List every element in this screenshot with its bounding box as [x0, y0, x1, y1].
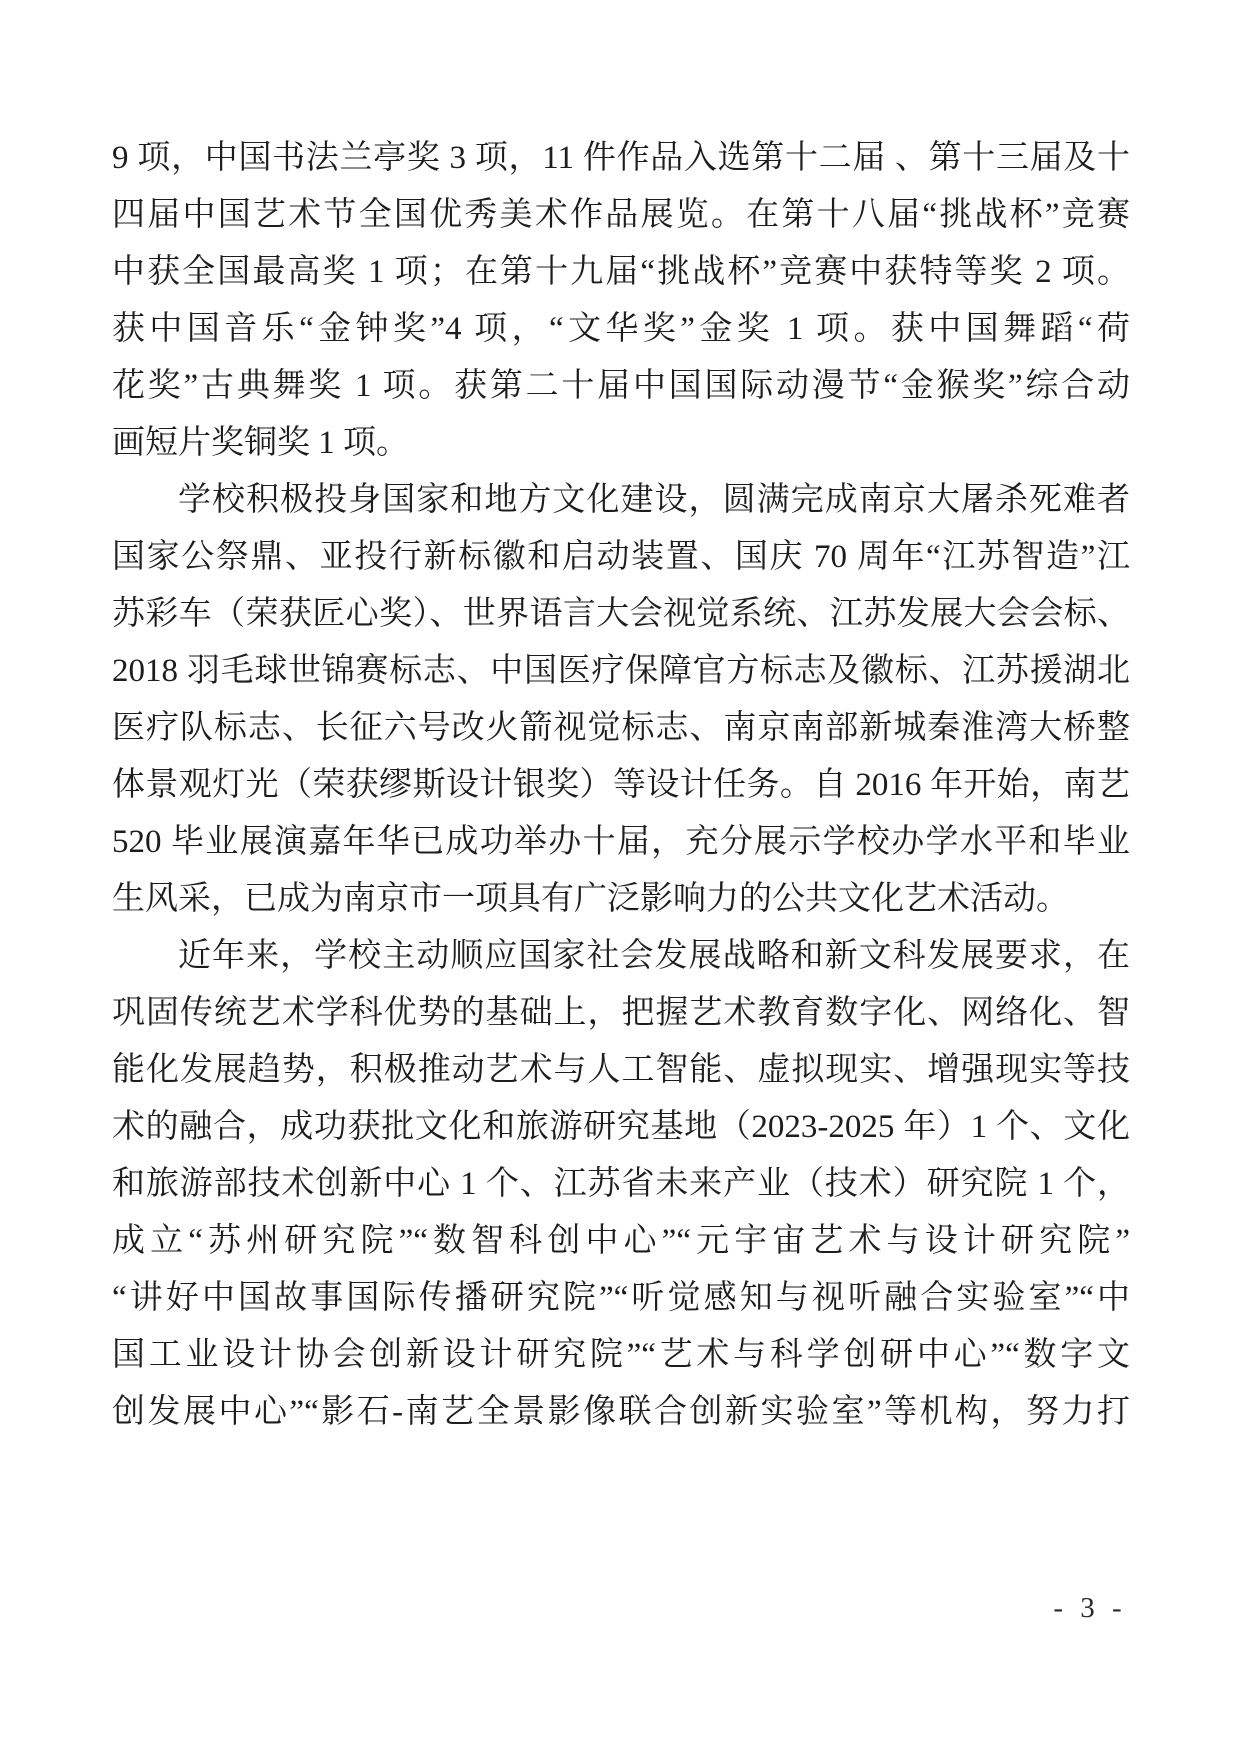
- text-line: “讲好中国故事国际传播研究院”“听觉感知与视听融合实验室”“中: [112, 1280, 1130, 1316]
- text-line: 获中国音乐“金钟奖”4 项，“文华奖”金奖 1 项。获中国舞蹈“荷: [112, 311, 1130, 347]
- text-line: 花奖”古典舞奖 1 项。获第二十届中国国际动漫节“金猴奖”综合动: [112, 368, 1130, 404]
- text-line: 中获全国最高奖 1 项；在第十九届“挑战杯”竞赛中获特等奖 2 项。: [112, 254, 1130, 290]
- text-line: 体景观灯光（荣获缪斯设计银奖）等设计任务。自 2016 年开始，南艺: [112, 767, 1130, 803]
- paragraph: [112, 130, 1130, 472]
- text-line: 创发展中心”“影石-南艺全景影像联合创新实验室”等机构，努力打: [112, 1394, 1130, 1430]
- paragraph: [112, 472, 1130, 928]
- text-block: [112, 130, 1130, 1441]
- page-number: - 3 -: [1053, 1592, 1127, 1624]
- text-line: 医疗队标志、长征六号改火箭视觉标志、南京南部新城秦淮湾大桥整: [112, 710, 1130, 746]
- text-line: 520 毕业展演嘉年华已成功举办十届，充分展示学校办学水平和毕业: [112, 824, 1130, 860]
- text-line: 2018 羽毛球世锦赛标志、中国医疗保障官方标志及徽标、江苏援湖北: [112, 653, 1130, 689]
- text-line: 画短片奖铜奖 1 项。: [112, 425, 409, 461]
- text-line: 四届中国艺术节全国优秀美术作品展览。在第十八届“挑战杯”竞赛: [112, 197, 1130, 233]
- text-line: 生风采，已成为南京市一项具有广泛影响力的公共文化艺术活动。: [112, 881, 1069, 917]
- text-line: 能化发展趋势，积极推动艺术与人工智能、虚拟现实、增强现实等技: [112, 1052, 1130, 1088]
- text-line: 9 项，中国书法兰亭奖 3 项，11 件作品入选第十二届 、第十三届及十: [112, 140, 1130, 176]
- text-line: 近年来，学校主动顺应国家社会发展战略和新文科发展要求，在: [178, 938, 1130, 974]
- text-line: 术的融合，成功获批文化和旅游研究基地（2023-2025 年）1 个、文化: [112, 1109, 1130, 1145]
- text-line: 巩固传统艺术学科优势的基础上，把握艺术教育数字化、网络化、智: [112, 995, 1130, 1031]
- text-line: 学校积极投身国家和地方文化建设，圆满完成南京大屠杀死难者: [178, 482, 1130, 518]
- text-line: 国家公祭鼎、亚投行新标徽和启动装置、国庆 70 周年“江苏智造”江: [112, 539, 1130, 575]
- text-line: 国工业设计协会创新设计研究院”“艺术与科学创研中心”“数字文: [112, 1337, 1130, 1373]
- paragraph: [112, 928, 1130, 1441]
- text-line: 和旅游部技术创新中心 1 个、江苏省未来产业（技术）研究院 1 个，: [112, 1166, 1130, 1202]
- text-line: 苏彩车（荣获匠心奖）、世界语言大会视觉系统、江苏发展大会会标、: [112, 596, 1130, 632]
- text-line: 成立“苏州研究院”“数智科创中心”“元宇宙艺术与设计研究院”: [112, 1223, 1130, 1259]
